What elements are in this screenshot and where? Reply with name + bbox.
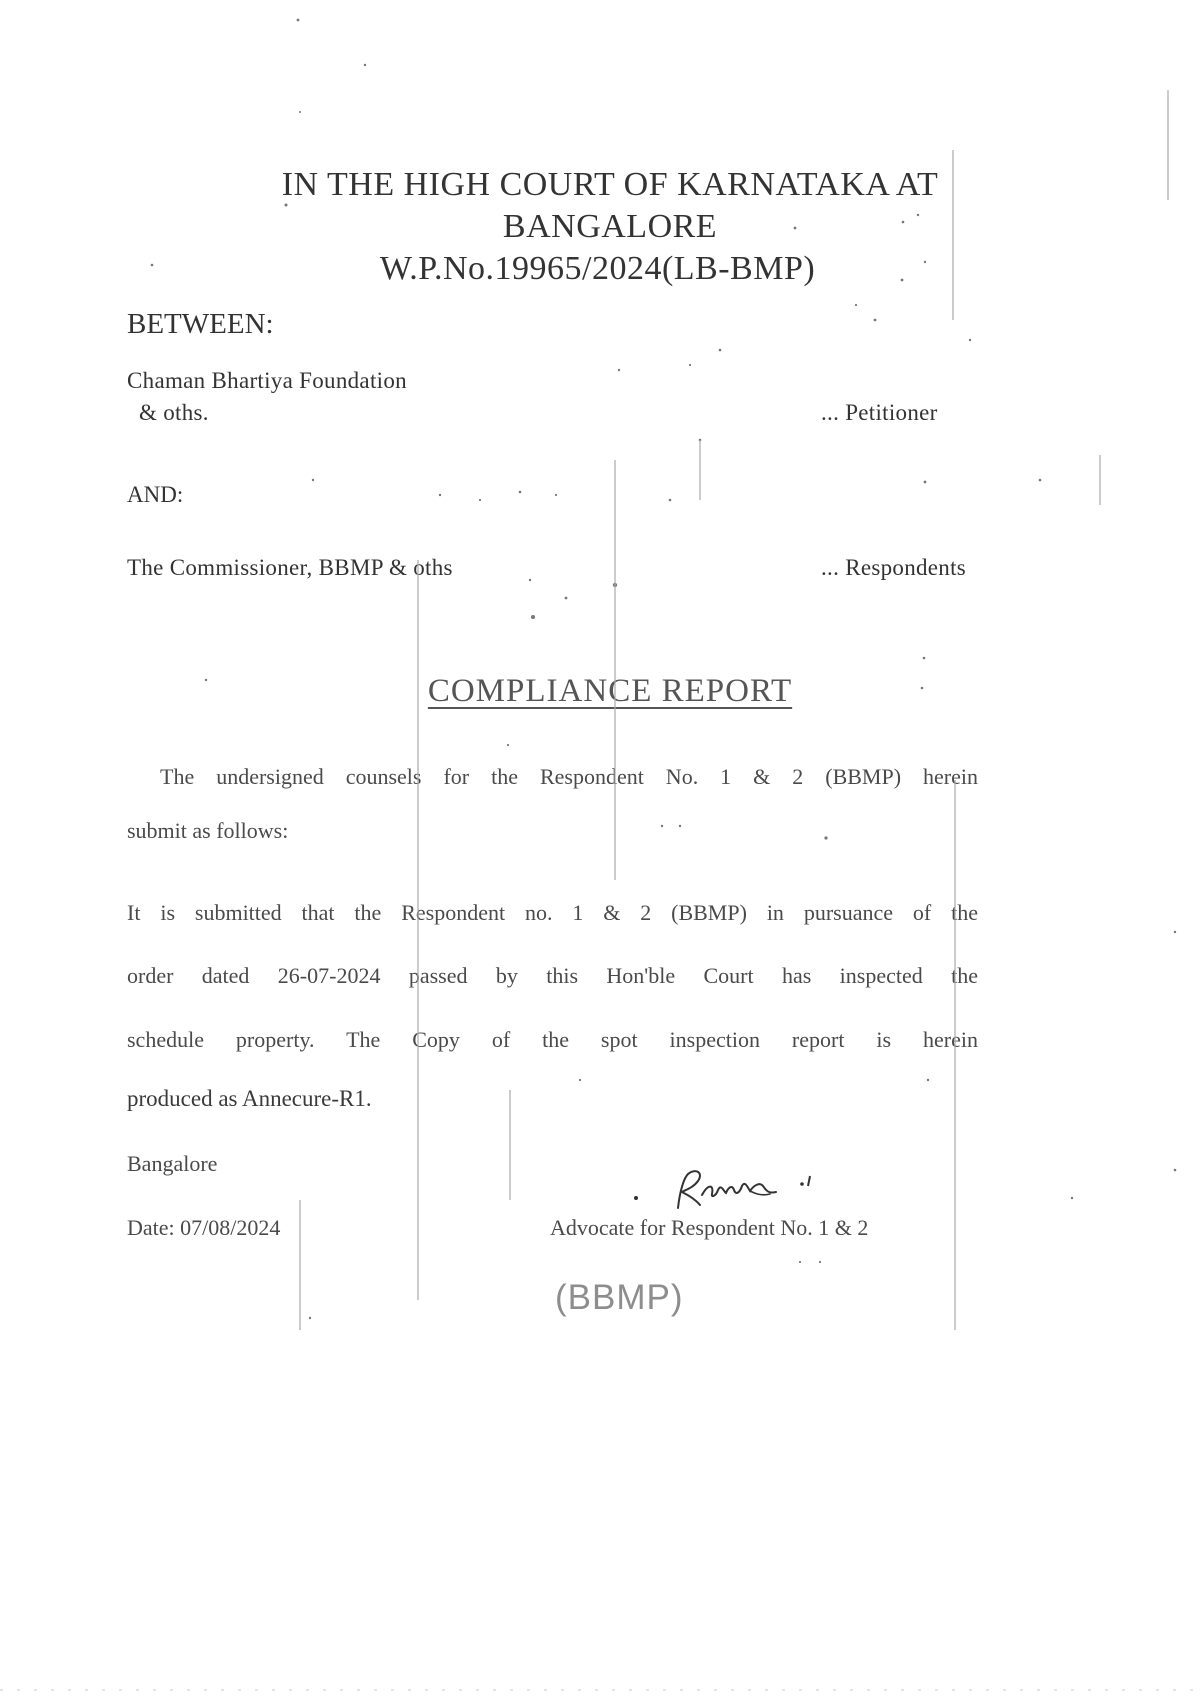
para2-line1: It is submitted that the Respondent no. 1 & 2 (BBMP) in pursuance of the [127, 900, 978, 925]
petitioner-role: ... Petitioner [821, 400, 938, 425]
para2-line4: produced as Annecure-R1. [127, 1086, 372, 1111]
para2-line3: schedule property. The Copy of the spot inspection report is herein [127, 1027, 978, 1052]
court-name-line2: BANGALORE [502, 208, 718, 245]
place: Bangalore [127, 1151, 218, 1176]
case-number: W.P.No.19965/2024(LB-BMP) [379, 250, 816, 287]
bbmp-stamp: (BBMP) [555, 1278, 684, 1317]
para1-line2: submit as follows: [127, 818, 289, 843]
petitioner-name-line1: Chaman Bhartiya Foundation [127, 368, 407, 393]
between-label: BETWEEN: [127, 308, 274, 340]
date: Date: 07/08/2024 [127, 1215, 281, 1240]
respondent-role: ... Respondents [821, 555, 967, 580]
handwritten-signature [600, 1150, 830, 1230]
court-name-line1: IN THE HIGH COURT OF KARNATAKA AT [281, 166, 939, 203]
para1-line1: The undersigned counsels for the Respondent No. 1 & 2 (BBMP) herein [160, 764, 978, 789]
report-title: COMPLIANCE REPORT [427, 673, 793, 709]
and-label: AND: [127, 482, 184, 507]
advocate-signature-line: Advocate for Respondent No. 1 & 2 [550, 1215, 869, 1240]
petitioner-name-line2: & oths. [139, 400, 209, 425]
respondent-name: The Commissioner, BBMP & oths [127, 555, 453, 580]
para2-line2: order dated 26-07-2024 passed by this Hon'ble Court has inspected the [127, 963, 978, 988]
